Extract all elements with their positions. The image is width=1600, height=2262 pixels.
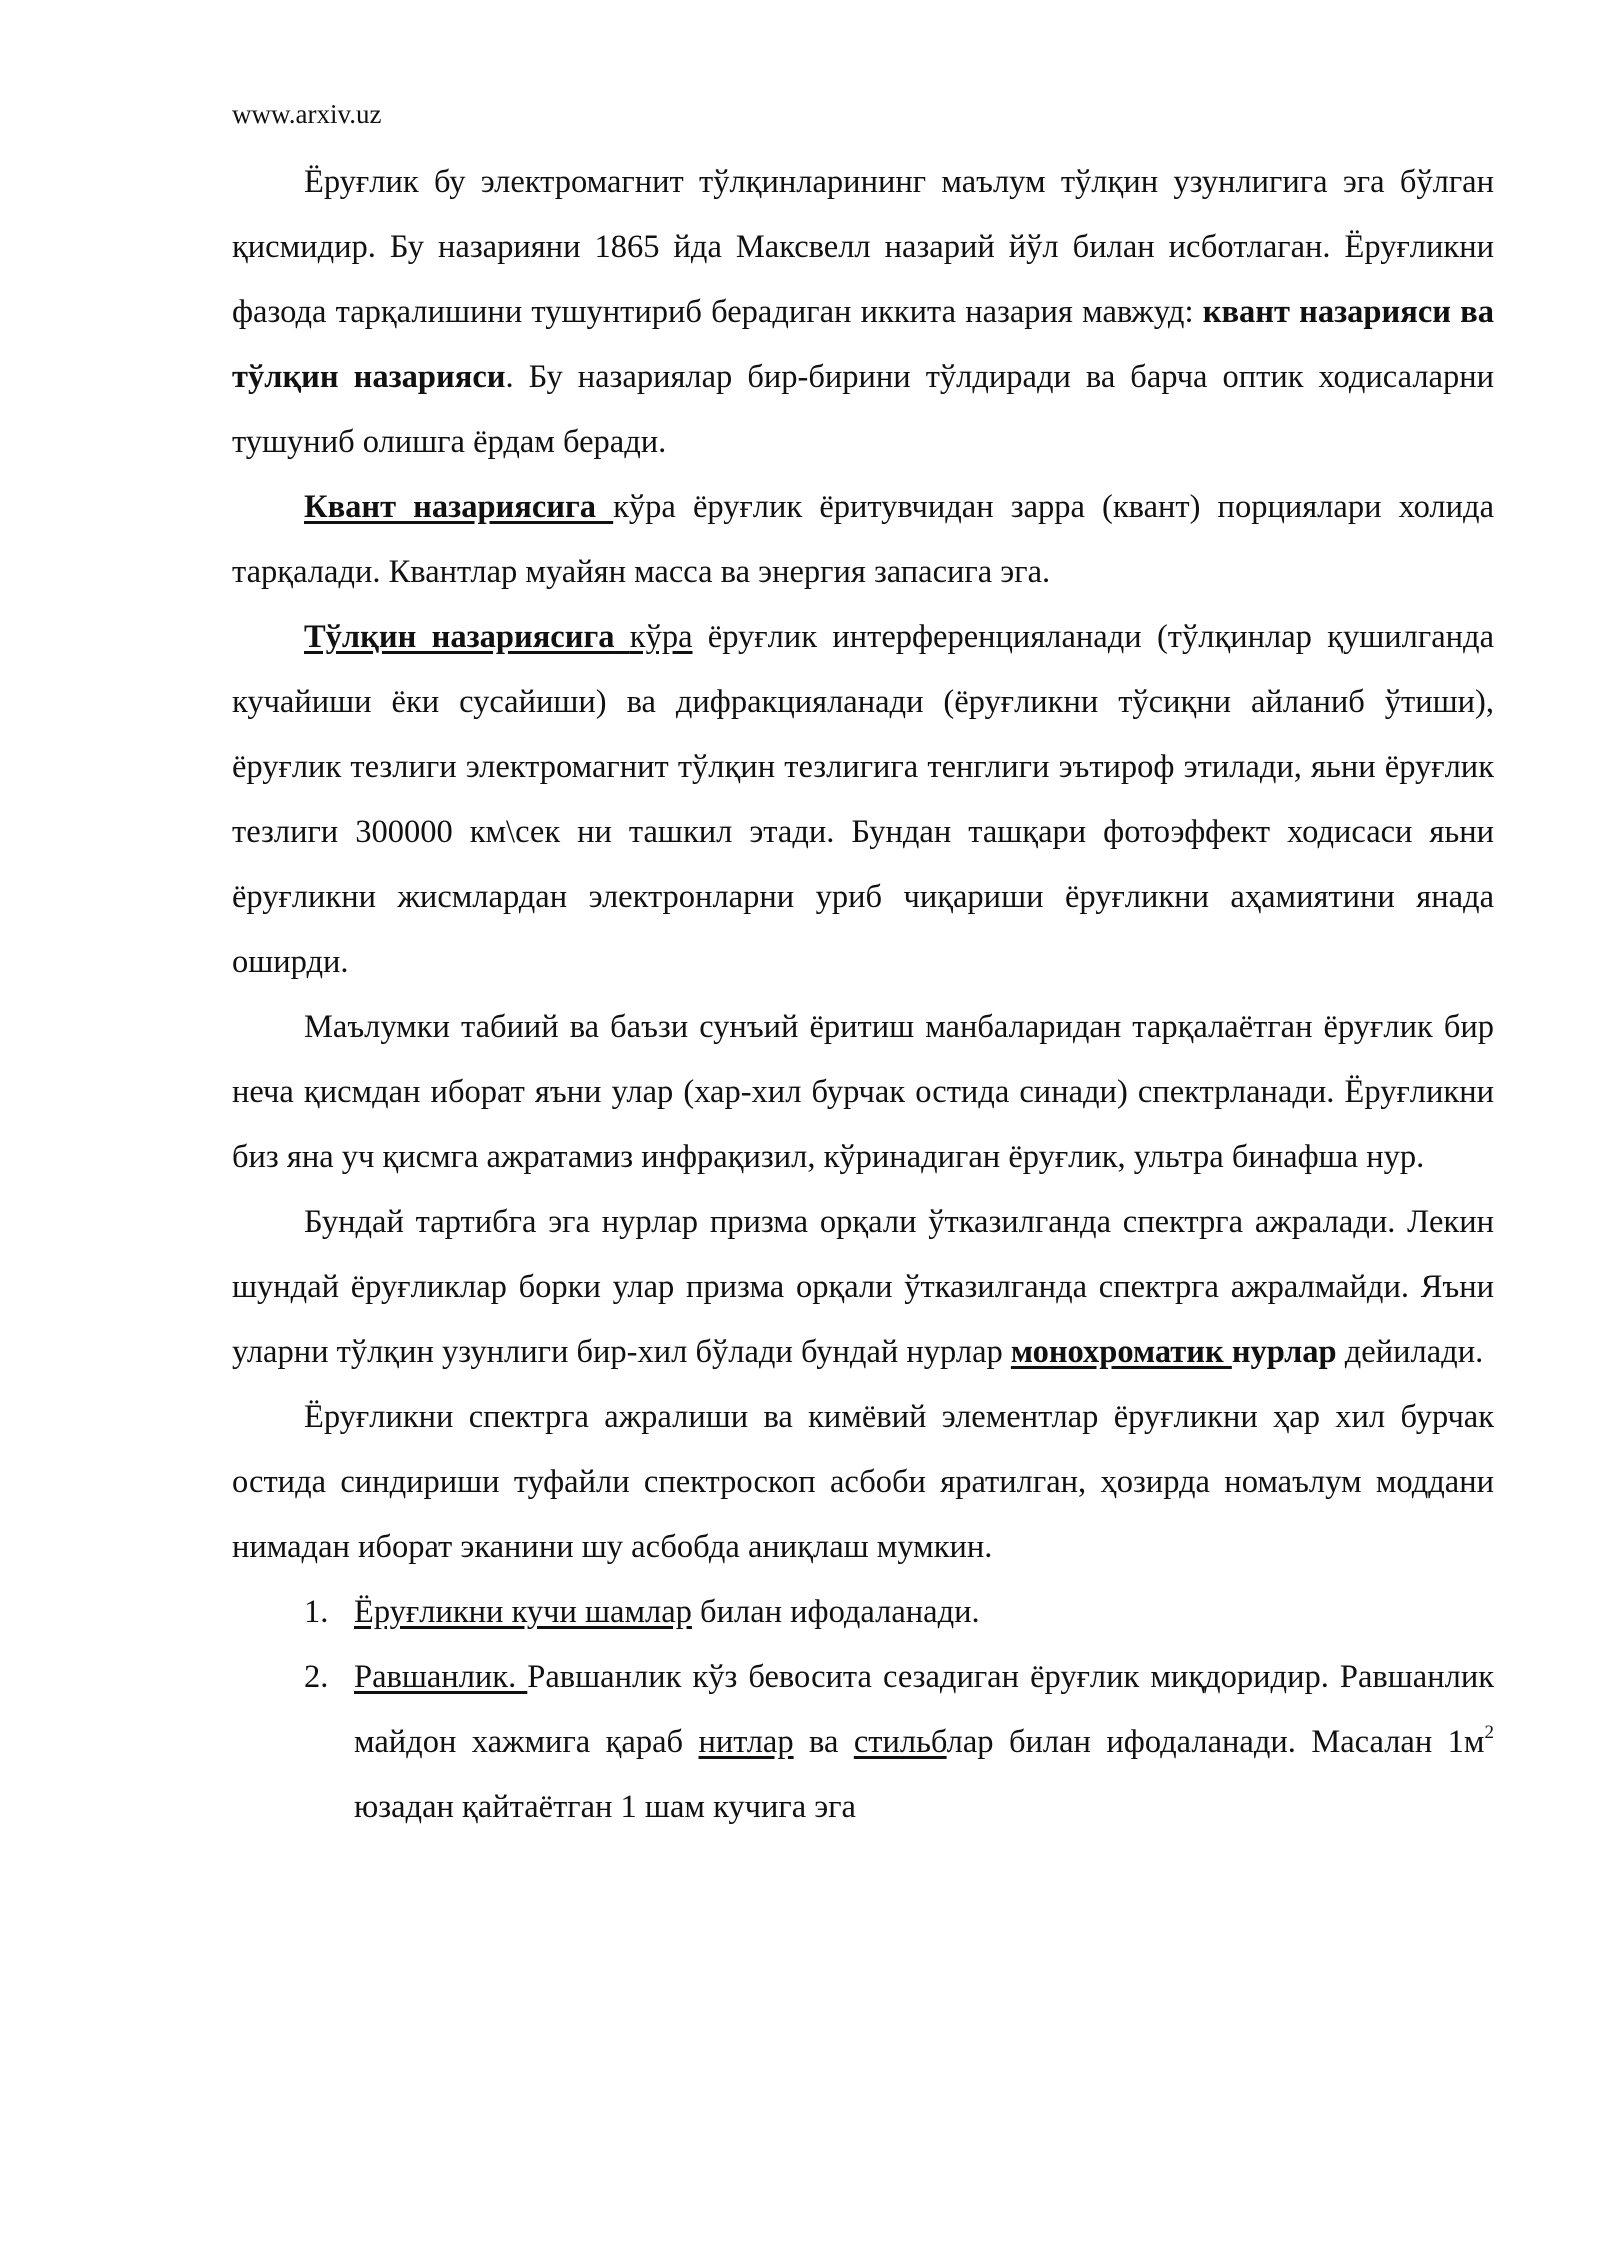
list-item-underlined-term-nits: нитлар (698, 1724, 794, 1760)
list-item-underlined-term-stilb: стильб (853, 1724, 947, 1760)
list-item-text: билан ифодаланади. (691, 1594, 980, 1630)
list-item-number: 2. (304, 1659, 329, 1695)
list-item-underlined-term: Ёруғликни кучи шамлар (354, 1594, 692, 1630)
list-item-text: лар билан ифодаланади. Масалан 1м (946, 1724, 1485, 1760)
superscript-exponent: 2 (1484, 1722, 1494, 1744)
paragraph-4-text: Маълумки табиий ва баъзи сунъий ёритиш манбаларидан тарқалаётган ёруғлик бир неча қисмдан иборат яъни улар (хар-хил бурчак остида синади) спектрланади. Ёруғликни биз яна уч қисмга ажратамиз инфрақизил, кўринадиган ёруғлик, ультра бинафша нур. (232, 1009, 1494, 1175)
paragraph-3 (232, 605, 1494, 995)
paragraph-1 (232, 150, 1494, 475)
list-item (232, 1580, 1494, 1645)
paragraph-2-text: кўра ёруғлик ёритувчидан зарра (квант) порциялари холида тарқалади. Квантлар муайян масса ва энергия запасига эга. (232, 489, 1494, 590)
list-item (232, 1645, 1494, 1840)
paragraph-6-text: Ёруғликни спектрга ажралиши ва кимёвий элементлар ёруғликни ҳар хил бурчак остида синдириши туфайли спектроскоп асбоби яратилган, ҳозирда номаълум моддани нимадан иборат эканини шу асбобда аниқлаш мумкин. (232, 1399, 1494, 1565)
paragraph-3-text: ёруғлик интерференцияланади (тўлқинлар қушилганда кучайиши ёки сусайиши) ва дифракцияланади (ёруғликни тўсиқни айланиб ўтиши), ёруғлик тезлиги электромагнит тўлқин тезлигига тенглиги эътироф этилади, яьни ёруғлик тезлиги 300000 км\сек ни ташкил этади. Бундан ташқари фотоэффект ходисаси яьни ёруғликни жисмлардан электронларни уриб чиқариши ёруғликни аҳамиятини янада оширди. (232, 619, 1495, 980)
paragraph-6 (232, 1385, 1494, 1580)
paragraph-5 (232, 1190, 1494, 1385)
header-site-url: www.arxiv.uz (232, 99, 382, 129)
list-item-underlined-term: Равшанлик. (354, 1659, 528, 1695)
numbered-list (232, 1580, 1494, 1840)
paragraph-5-bold-term: нурлар (1231, 1334, 1337, 1370)
paragraph-3-bold-underlined-term: Тўлқин назариясига (304, 619, 615, 655)
document-body (232, 150, 1494, 1840)
paragraph-3-underlined-space (614, 619, 629, 655)
paragraph-1-bold-term: квант назарияси ва тўлқин назарияси (232, 294, 1494, 395)
paragraph-5-text-b: дейилади. (1336, 1334, 1484, 1370)
paragraph-5-text-a: Бундай тартибга эга нурлар призма орқали ўтказилганда спектрга ажралади. Лекин шундай ёруғликлар борки улар призма орқали ўтказилганда спектрга ажралмайди. Яъни уларни тўлқин узунлиги бир-хил бўлади бундай нурлар (232, 1204, 1494, 1370)
paragraph-3-underlined-word: кўра (629, 619, 693, 655)
list-item-number: 1. (304, 1594, 329, 1630)
paragraph-1-text-a: Ёруғлик бу электромагнит тўлқинларининг маълум тўлқин узунлигига эга бўлган қисмидир. Бу назарияни 1865 йда Максвелл назарий йўл билан исботлаган. Ёруғликни фазода тарқалишини тушунтириб берадиган иккита назария мавжуд: (232, 164, 1494, 330)
list-item-text: Равшанлик кўз бевосита сезадиган ёруғлик миқдоридир. Равшанлик майдон хажмига қараб (354, 1659, 1495, 1760)
paragraph-2 (232, 475, 1494, 605)
paragraph-1-text-b: . Бу назариялар бир-бирини тўлдиради ва барча оптик ходисаларни тушуниб олишга ёрдам беради. (232, 359, 1494, 460)
paragraph-2-bold-underlined-term: Квант назариясига (304, 489, 614, 525)
list-item-text: ва (793, 1724, 854, 1760)
paragraph-4 (232, 995, 1494, 1190)
paragraph-5-bold-underlined-term: монохроматик (1010, 1334, 1232, 1370)
list-item-text: юзадан қайтаётган 1 шам кучига эга (354, 1789, 856, 1825)
